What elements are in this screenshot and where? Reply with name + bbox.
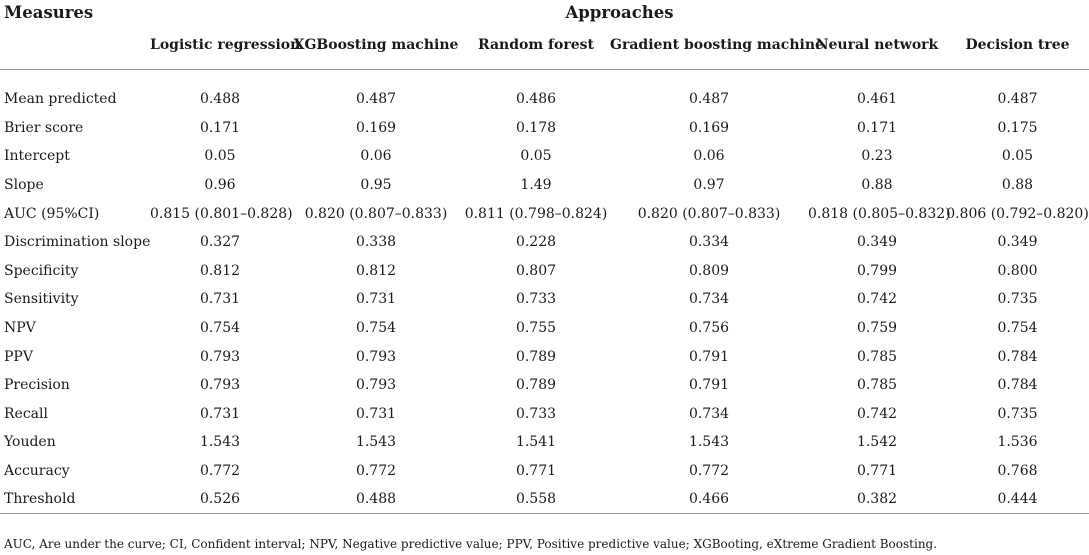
table-cell: 0.175 xyxy=(997,119,1038,136)
table-row xyxy=(0,400,1089,429)
table-cell: 1.541 xyxy=(515,434,557,451)
table-cell: 0.807 xyxy=(515,262,557,279)
table-cell: 0.338 xyxy=(355,234,397,251)
column-header: Gradient boosting machine xyxy=(610,37,824,53)
measure-label: Recall xyxy=(4,405,48,422)
table-cell: 1.543 xyxy=(355,434,397,451)
measures-header: Measures xyxy=(4,3,94,22)
table-cell: 0.785 xyxy=(856,348,898,365)
table-cell: 0.820 (0.807–0.833) xyxy=(637,205,781,222)
table-cell: 0.784 xyxy=(997,348,1038,365)
header-row xyxy=(0,0,1089,33)
table-cell: 0.806 (0.792–0.820) xyxy=(946,205,1089,222)
table-cell: 0.731 xyxy=(199,291,241,308)
table-cell: 0.800 xyxy=(997,262,1038,279)
table-cell: 0.382 xyxy=(808,485,946,514)
table-cell: 0.772 xyxy=(355,463,397,480)
table-cell: 0.327 xyxy=(199,234,241,251)
table-cell: 0.488 xyxy=(199,91,241,108)
table-cell: 0.771 xyxy=(515,463,557,480)
approaches-header: Approaches xyxy=(565,3,674,22)
table-cell: 0.793 xyxy=(355,348,397,365)
table-cell: 0.466 xyxy=(610,485,808,514)
column-header: XGBoosting machine xyxy=(293,37,459,53)
table-cell: 0.558 xyxy=(462,485,610,514)
table-cell: 0.812 xyxy=(355,262,397,279)
table-row xyxy=(0,457,1089,486)
table-cell: 0.785 xyxy=(856,377,898,394)
table-cell: 0.735 xyxy=(997,405,1038,422)
measure-label: Youden xyxy=(4,434,56,451)
table-cell: 0.486 xyxy=(515,91,557,108)
measure-label: Intercept xyxy=(4,148,70,165)
table-cell: 0.793 xyxy=(355,377,397,394)
measure-label: Brier score xyxy=(4,119,84,136)
table-cell: 1.49 xyxy=(520,177,552,194)
table-row xyxy=(0,114,1089,143)
table-cell: 1.543 xyxy=(688,434,730,451)
table-row xyxy=(0,342,1089,371)
measure-label: Discrimination slope xyxy=(4,234,151,251)
table-cell: 0.742 xyxy=(856,291,898,308)
measure-label: Specificity xyxy=(4,262,79,279)
table-cell: 0.812 xyxy=(199,262,241,279)
table-row xyxy=(0,371,1089,400)
table-cell: 0.742 xyxy=(856,405,898,422)
table-row xyxy=(0,285,1089,314)
table-cell: 0.487 xyxy=(688,91,730,108)
table-cell: 0.768 xyxy=(997,463,1038,480)
table-cell: 1.536 xyxy=(997,434,1038,451)
table-cell: 0.789 xyxy=(515,348,557,365)
table-cell: 0.461 xyxy=(856,91,898,108)
table-cell: 0.178 xyxy=(515,119,557,136)
table-cell: 0.811 (0.798–0.824) xyxy=(464,205,608,222)
table-body xyxy=(0,69,1089,514)
table-cell: 0.731 xyxy=(199,405,241,422)
column-header-row xyxy=(0,33,1089,69)
table-row xyxy=(0,314,1089,343)
table-cell: 0.772 xyxy=(199,463,241,480)
table-row xyxy=(0,142,1089,171)
table-cell: 0.05 xyxy=(520,148,552,165)
measure-label: Slope xyxy=(4,177,44,194)
table-cell: 0.793 xyxy=(199,377,241,394)
table-cell: 0.97 xyxy=(693,177,725,194)
table-cell: 0.169 xyxy=(688,119,730,136)
table-cell: 0.334 xyxy=(688,234,730,251)
column-header: Decision tree xyxy=(965,37,1070,53)
column-header: Neural network xyxy=(815,37,939,53)
header-rule xyxy=(0,69,1089,85)
column-header: Random forest xyxy=(477,37,594,53)
table-cell: 0.171 xyxy=(856,119,898,136)
table-cell: 0.171 xyxy=(199,119,241,136)
table-cell: 0.809 xyxy=(688,262,730,279)
table-cell: 0.95 xyxy=(360,177,392,194)
measure-label: AUC (95%CI) xyxy=(4,205,100,222)
table-cell: 0.23 xyxy=(861,148,893,165)
table-cell: 0.731 xyxy=(355,291,397,308)
table-row xyxy=(0,199,1089,228)
table-cell: 0.734 xyxy=(688,291,730,308)
column-header-blank xyxy=(0,33,150,69)
table-cell: 0.88 xyxy=(1001,177,1034,194)
table-cell: 1.543 xyxy=(199,434,241,451)
table-cell: 0.771 xyxy=(856,463,898,480)
table-row xyxy=(0,428,1089,457)
table-cell: 0.733 xyxy=(515,291,557,308)
measure-label: PPV xyxy=(4,348,33,365)
table-row xyxy=(0,485,1089,514)
table-cell: 0.731 xyxy=(355,405,397,422)
table-cell: 0.349 xyxy=(997,234,1038,251)
table-cell: 0.444 xyxy=(946,485,1089,514)
table-cell: 0.784 xyxy=(997,377,1038,394)
table-cell: 0.791 xyxy=(688,348,730,365)
table-row xyxy=(0,257,1089,286)
table-cell: 0.754 xyxy=(355,320,397,337)
table-cell: 0.793 xyxy=(199,348,241,365)
table-row xyxy=(0,228,1089,257)
table-cell: 0.756 xyxy=(688,320,730,337)
table-cell: 0.169 xyxy=(355,119,397,136)
table-cell: 0.754 xyxy=(997,320,1038,337)
table-cell: 0.754 xyxy=(199,320,241,337)
table-cell: 1.542 xyxy=(856,434,898,451)
table-cell: 0.820 (0.807–0.833) xyxy=(304,205,448,222)
table-cell: 0.96 xyxy=(204,177,236,194)
table-cell: 0.06 xyxy=(360,148,392,165)
table-cell: 0.734 xyxy=(688,405,730,422)
table-cell: 0.88 xyxy=(861,177,893,194)
measure-label: Precision xyxy=(4,377,70,394)
table-cell: 0.488 xyxy=(290,485,462,514)
table-cell: 0.799 xyxy=(856,262,898,279)
table-cell: 0.228 xyxy=(515,234,557,251)
table-cell: 0.733 xyxy=(515,405,557,422)
table-cell: 0.05 xyxy=(204,148,236,165)
table-cell: 0.05 xyxy=(1001,148,1034,165)
table-cell: 0.526 xyxy=(150,485,290,514)
table-cell: 0.818 (0.805–0.832) xyxy=(808,205,951,222)
table-cell: 0.487 xyxy=(997,91,1038,108)
table-cell: 0.791 xyxy=(688,377,730,394)
table-cell: 0.815 (0.801–0.828) xyxy=(150,205,293,222)
column-header: Logistic regression xyxy=(150,37,301,53)
table-footnote: AUC, Are under the curve; CI, Confident interval; NPV, Negative predictive value; PPV, Positive predictive value; XGBooting, eXtreme Gradient Boosting. xyxy=(4,537,938,551)
measure-label: Threshold xyxy=(0,485,150,514)
table-cell: 0.06 xyxy=(693,148,725,165)
table-cell: 0.759 xyxy=(856,320,898,337)
table-cell: 0.755 xyxy=(515,320,557,337)
table-cell: 0.735 xyxy=(997,291,1038,308)
table-cell: 0.772 xyxy=(688,463,730,480)
table-cell: 0.487 xyxy=(355,91,397,108)
table-row xyxy=(0,171,1089,200)
table-cell: 0.349 xyxy=(856,234,898,251)
table-row xyxy=(0,85,1089,114)
measure-label: Sensitivity xyxy=(4,291,79,308)
measure-label: NPV xyxy=(4,320,36,337)
table-cell: 0.789 xyxy=(515,377,557,394)
measure-label: Mean predicted xyxy=(4,91,117,108)
measure-label: Accuracy xyxy=(4,463,70,480)
